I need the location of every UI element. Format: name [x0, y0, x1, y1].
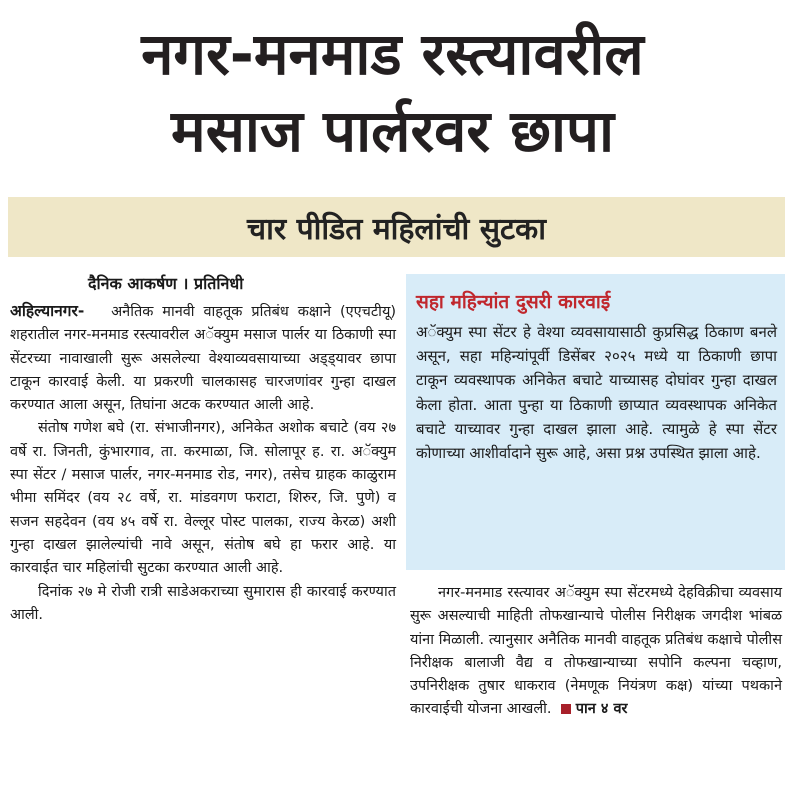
article-paragraph-3: दिनांक २७ मे रोजी रात्री साडेअकराच्या सुमारास ही कारवाई करण्यात आली. [10, 583, 396, 623]
article-paragraph-1 [10, 300, 396, 417]
article-paragraph-4 [410, 582, 782, 722]
continued-text: पान ४ वर [575, 701, 628, 718]
sidebar-box [406, 274, 785, 570]
article-paragraph-2: संतोष गणेश बघे (रा. संभाजीनगर), अनिकेत अशोक बचाटे (वय २७ वर्षे रा. जिनती, कुंभारगाव, ता. करमाळा, जि. सोलापूर ह. रा. अॅक्युम स्पा सेंटर / मसाज पार्लर, नगर-मनमाड रोड, नगर), तसेच ग्राहक काळुराम भीमा समिंदर (वय २८ वर्षे, रा. मांडवगण फराटा, शिरुर, जि. पुणे) व सजन सहदेवन (वय ४५ वर्षे रा. वेल्लूर पोस्ट पालका, राज्य केरळ) अशी गुन्हा दाखल झालेल्यांची नावे असून, संतोष बघे हा फरार आहे. या कारवाईत चार महिलांची सुटका करण्यात आली आहे. [10, 420, 396, 577]
continued-marker [561, 701, 628, 717]
sidebar-title: सहा महिन्यांत दुसरी कारवाई [416, 291, 611, 313]
dateline: अहिल्यानगर- [10, 302, 85, 320]
square-bullet-icon [561, 704, 571, 714]
subheadline: चार पीडित महिलांची सुटका [247, 211, 546, 247]
headline-line-2: मसाज पार्लरवर छापा [171, 97, 614, 165]
paragraph-1-text: अनैतिक मानवी वाहतूक प्रतिबंध कक्षाने (एएचटीयू) शहरातील नगर-मनमाड रस्त्यावरील अॅक्युम मसाज पार्लर या ठिकाणी स्पा सेंटरच्या नावाखाली सुरू असलेल्या वेश्याव्यवसायाच्या अड्ड्यावर छापा टाकून कारवाई केली. या प्रकरणी चालकासह चारजणांवर गुन्हा दाखल करण्यात आला असून, तिघांना अटक करण्यात आली आहे. [10, 304, 397, 414]
article-column-left [10, 300, 396, 627]
article-column-right [410, 582, 782, 722]
byline: दैनिक आकर्षण । प्रतिनिधी [88, 274, 244, 293]
headline-line-1: नगर-मनमाड रस्त्यावरील [141, 20, 644, 88]
subheadline-band [8, 197, 785, 257]
sidebar-body: अॅक्युम स्पा सेंटर हे वेश्या व्यवसायासाठी कुप्रसिद्ध ठिकाण बनले असून, सहा महिन्यांपूर्वी डिसेंबर २०२५ मध्ये या ठिकाणी छापा टाकून व्यवस्थापक अनिकेत बचाटे याच्यासह दोघांवर गुन्हा दाखल केला होता. आता पुन्हा या ठिकाणी छाप्यात व्यवस्थापक अनिकेत बचाटे याच्यावर गुन्हा दाखल झाला आहे. त्यामुळे हे स्पा सेंटर कोणाच्या आशीर्वादाने सुरू आहे, असा प्रश्न उपस्थित झाला आहे. [416, 323, 777, 463]
paragraph-4-text: नगर-मनमाड रस्त्यावर अॅक्युम स्पा सेंटरमध्ये देहविक्रीचा व्यवसाय सुरू असल्याची माहिती तोफखान्याचे पोलीस निरीक्षक जगदीश भांबळ यांना मिळाली. त्यानुसार अनैतिक मानवी वाहतूक प्रतिबंध कक्षाचे पोलीस निरीक्षक बालाजी वैद्य व तोफखान्याच्या सपोनि कल्पना चव्हाण, उपनिरीक्षक तुषार धाकराव (नेमणूक नियंत्रण कक्ष) यांच्या पथकाने कारवाईची योजना आखली. [410, 585, 782, 718]
